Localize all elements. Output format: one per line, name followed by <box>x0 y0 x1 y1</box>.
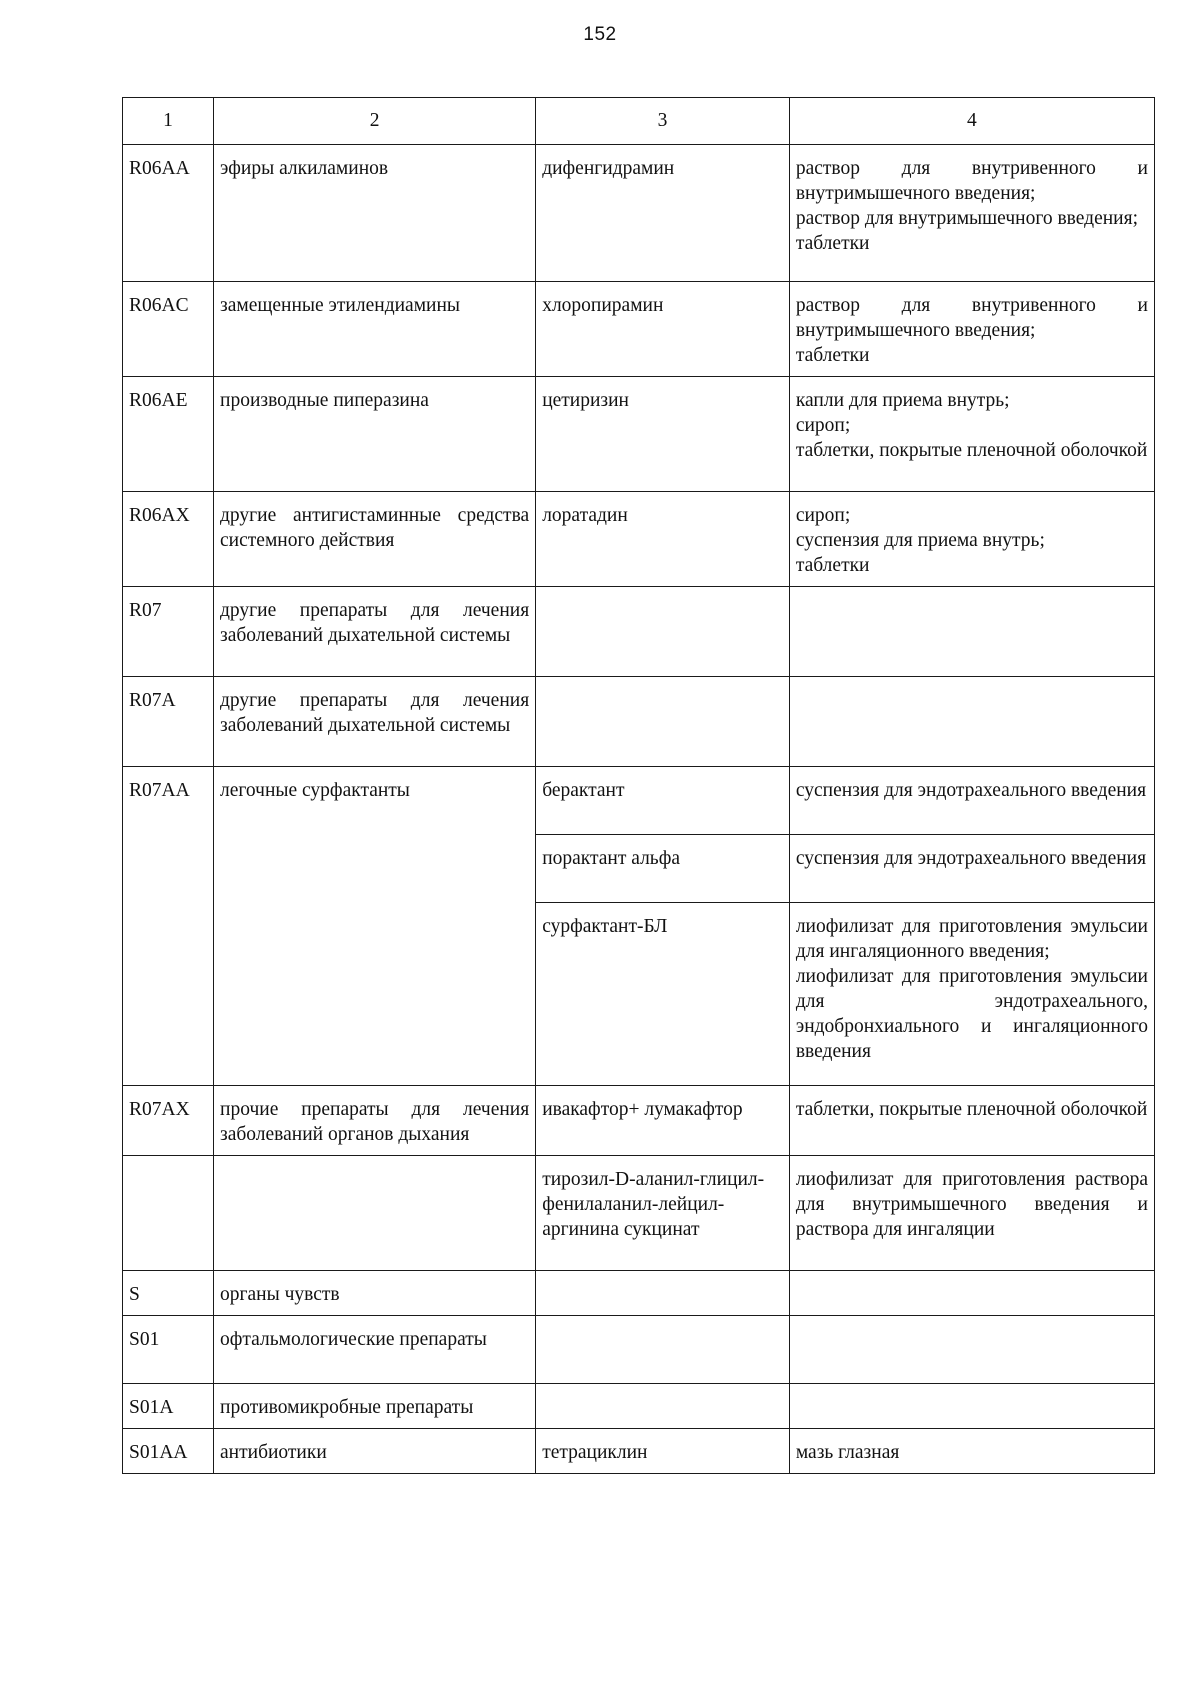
dosage-form: лиофилизат для приготовления эмульсии для эндотрахеального, эндобронхиального и ингаляционного введения <box>795 966 1148 1062</box>
dosage-form: лиофилизат для приготовления раствора для внутримышечного введения и раствора для ингаляции <box>795 1169 1148 1240</box>
dosage-forms <box>789 1384 1154 1429</box>
column-header: 1 <box>123 98 214 145</box>
table-row <box>123 1384 1155 1429</box>
drug-name: сурфактант-БЛ <box>536 903 790 1086</box>
atc-group: противомикробные препараты <box>214 1384 536 1429</box>
column-header: 4 <box>789 98 1154 145</box>
dosage-forms <box>789 587 1154 677</box>
atc-code: S01A <box>123 1384 214 1429</box>
atc-group: эфиры алкиламинов <box>214 145 536 282</box>
table-row <box>123 1156 1155 1271</box>
dosage-form: сироп; <box>795 415 851 436</box>
atc-group: другие антигистаминные средства системного действия <box>214 492 536 587</box>
table-row <box>123 677 1155 767</box>
atc-group: легочные сурфактанты <box>214 767 536 1086</box>
atc-code: R06AX <box>123 492 214 587</box>
atc-group: производные пиперазина <box>214 377 536 492</box>
dosage-forms <box>789 835 1154 903</box>
table-row <box>123 1429 1155 1474</box>
dosage-form: раствор для внутривенного и внутримышечного введения; <box>795 158 1148 204</box>
atc-group: антибиотики <box>214 1429 536 1474</box>
drug-name: тетрациклин <box>536 1429 790 1474</box>
dosage-forms <box>789 1271 1154 1316</box>
atc-group: другие препараты для лечения заболеваний дыхательной системы <box>214 587 536 677</box>
atc-code: R06AA <box>123 145 214 282</box>
dosage-form: таблетки <box>795 555 870 576</box>
atc-group: офтальмологические препараты <box>214 1316 536 1384</box>
table-row <box>123 1086 1155 1156</box>
atc-code: R07AA <box>123 767 214 1086</box>
dosage-form: таблетки, покрытые пленочной оболочкой <box>795 440 1148 461</box>
dosage-forms <box>789 677 1154 767</box>
atc-group: органы чувств <box>214 1271 536 1316</box>
dosage-form: раствор для внутривенного и внутримышечного введения; <box>795 295 1148 341</box>
dosage-forms <box>789 1156 1154 1271</box>
drug-name <box>536 677 790 767</box>
drug-name: порактант альфа <box>536 835 790 903</box>
dosage-form: суспензия для эндотрахеального введения <box>795 780 1147 801</box>
page-number: 152 <box>583 24 617 45</box>
table-header-row <box>123 98 1155 145</box>
table-row <box>123 492 1155 587</box>
column-header: 3 <box>536 98 790 145</box>
table-row <box>123 1271 1155 1316</box>
dosage-form: раствор для внутримышечного введения; <box>795 208 1138 229</box>
atc-code: S01 <box>123 1316 214 1384</box>
dosage-form: капли для приема внутрь; <box>795 390 1010 411</box>
dosage-form: мазь глазная <box>795 1442 900 1463</box>
dosage-forms <box>789 767 1154 835</box>
drug-name <box>536 1316 790 1384</box>
dosage-forms <box>789 282 1154 377</box>
drug-name <box>536 1384 790 1429</box>
drug-name: тирозил-D-аланил-глицил-фенилаланил-лейцил-аргинина сукцинат <box>536 1156 790 1271</box>
drug-classification-table <box>122 97 1155 1474</box>
dosage-form: таблетки <box>795 233 870 254</box>
dosage-form: суспензия для эндотрахеального введения <box>795 848 1147 869</box>
atc-group: прочие препараты для лечения заболеваний органов дыхания <box>214 1086 536 1156</box>
dosage-form: таблетки, покрытые пленочной оболочкой <box>795 1099 1148 1120</box>
atc-code: S <box>123 1271 214 1316</box>
dosage-form: суспензия для приема внутрь; <box>795 530 1045 551</box>
atc-code: R07AX <box>123 1086 214 1156</box>
table-row <box>123 587 1155 677</box>
atc-code: R06AE <box>123 377 214 492</box>
dosage-forms <box>789 1086 1154 1156</box>
atc-group: замещенные этилендиамины <box>214 282 536 377</box>
atc-code: R06AC <box>123 282 214 377</box>
dosage-forms <box>789 377 1154 492</box>
dosage-form: сироп; <box>795 505 851 526</box>
table-row <box>123 377 1155 492</box>
dosage-forms <box>789 145 1154 282</box>
dosage-form: лиофилизат для приготовления эмульсии для ингаляционного введения; <box>795 916 1148 962</box>
dosage-forms <box>789 1316 1154 1384</box>
drug-name <box>536 587 790 677</box>
drug-name: цетиризин <box>536 377 790 492</box>
table-row <box>123 282 1155 377</box>
dosage-forms <box>789 492 1154 587</box>
atc-code <box>123 1156 214 1271</box>
table-row <box>123 767 1155 835</box>
dosage-forms <box>789 1429 1154 1474</box>
atc-code: R07A <box>123 677 214 767</box>
drug-name: ивакафтор+ лумакафтор <box>536 1086 790 1156</box>
drug-name: лоратадин <box>536 492 790 587</box>
drug-name: хлоропирамин <box>536 282 790 377</box>
dosage-form: таблетки <box>795 345 870 366</box>
dosage-forms <box>789 903 1154 1086</box>
drug-name: дифенгидрамин <box>536 145 790 282</box>
table-row <box>123 1316 1155 1384</box>
atc-group: другие препараты для лечения заболеваний дыхательной системы <box>214 677 536 767</box>
drug-name <box>536 1271 790 1316</box>
drug-name: берактант <box>536 767 790 835</box>
table-row <box>123 145 1155 282</box>
column-header: 2 <box>214 98 536 145</box>
atc-code: R07 <box>123 587 214 677</box>
atc-group <box>214 1156 536 1271</box>
atc-code: S01AA <box>123 1429 214 1474</box>
